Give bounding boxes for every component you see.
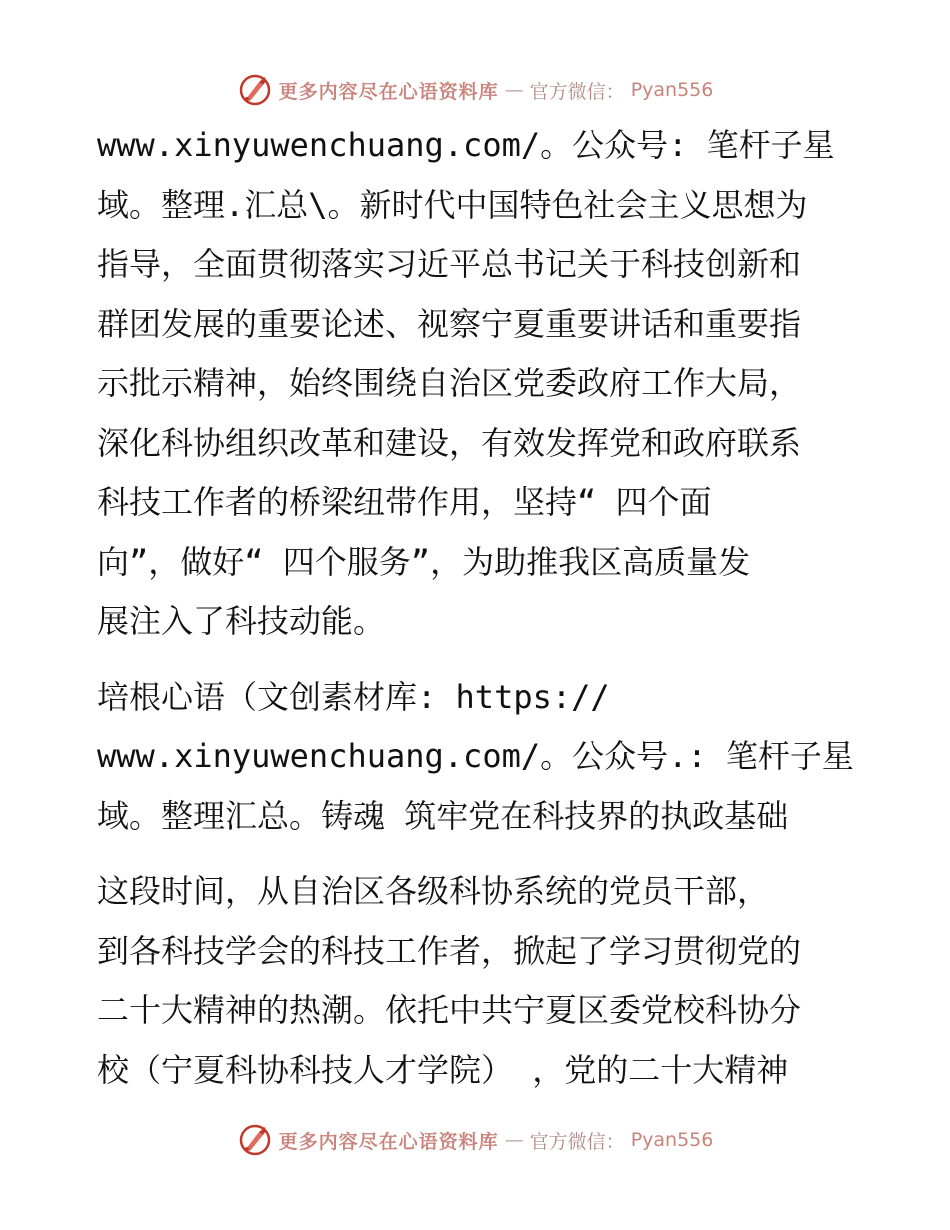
quill-logo-icon <box>237 1122 273 1158</box>
text-line: 群团发展的重要论述、视察宁夏重要讲话和重要指 <box>97 304 802 343</box>
text-line: 域。整理汇总。铸魂 筑牢党在科技界的执政基础 <box>97 796 789 835</box>
text-line: 域。整理.汇总\。新时代中国特色社会主义思想为 <box>97 185 808 224</box>
paragraph-3 <box>97 862 857 1100</box>
banner-wechat-label: 官方微信： <box>529 80 625 103</box>
text-line: 培根心语（文创素材库: https:// <box>97 677 610 716</box>
banner-wechat-id: Pyan556 <box>630 1129 714 1151</box>
text-line: 深化科协组织改革和建设，有效发挥党和政府联系 <box>97 423 802 462</box>
footer-watermark-banner <box>0 1120 950 1160</box>
banner-wechat-label: 官方微信： <box>529 1130 625 1153</box>
banner-title: 更多内容尽在心语资料库 <box>278 80 499 103</box>
banner-dash: — <box>504 1129 524 1151</box>
text-line: 示批示精神，始终围绕自治区党委政府工作大局， <box>97 364 802 402</box>
paragraph-2 <box>97 668 857 847</box>
banner-title: 更多内容尽在心语资料库 <box>278 1130 499 1153</box>
text-line: 二十大精神的热潮。依托中共宁夏区委党校科协分 <box>97 991 802 1029</box>
text-line: 指导，全面贯彻落实习近平总书记关于科技创新和 <box>97 245 802 283</box>
paragraph-spacer <box>97 652 857 668</box>
quill-logo-icon <box>237 72 273 108</box>
text-line: 科技工作者的桥梁纽带作用，坚持“ 四个面 <box>97 483 712 521</box>
text-line: 校（宁夏科协科技人才学院） ，党的二十大精神 <box>97 1050 789 1089</box>
document-body <box>97 116 857 1100</box>
text-line: 到各科技学会的科技工作者，掀起了学习贯彻党的 <box>97 931 802 970</box>
paragraph-1 <box>97 116 857 652</box>
text-line: 这段时间，从自治区各级科协系统的党员干部， <box>97 872 770 910</box>
banner-dash: — <box>504 79 524 101</box>
text-line: 向”，做好“ 四个服务”，为助推我区高质量发 <box>97 542 751 581</box>
banner-wechat-id: Pyan556 <box>630 79 714 101</box>
paragraph-spacer <box>97 846 857 862</box>
header-watermark-banner <box>0 70 950 110</box>
text-line: www.xinyuwenchuang.com/。公众号.: 笔杆子星 <box>97 737 854 775</box>
text-line: www.xinyuwenchuang.com/。公众号: 笔杆子星 <box>97 126 835 164</box>
text-line: 展注入了科技动能。 <box>97 602 386 640</box>
